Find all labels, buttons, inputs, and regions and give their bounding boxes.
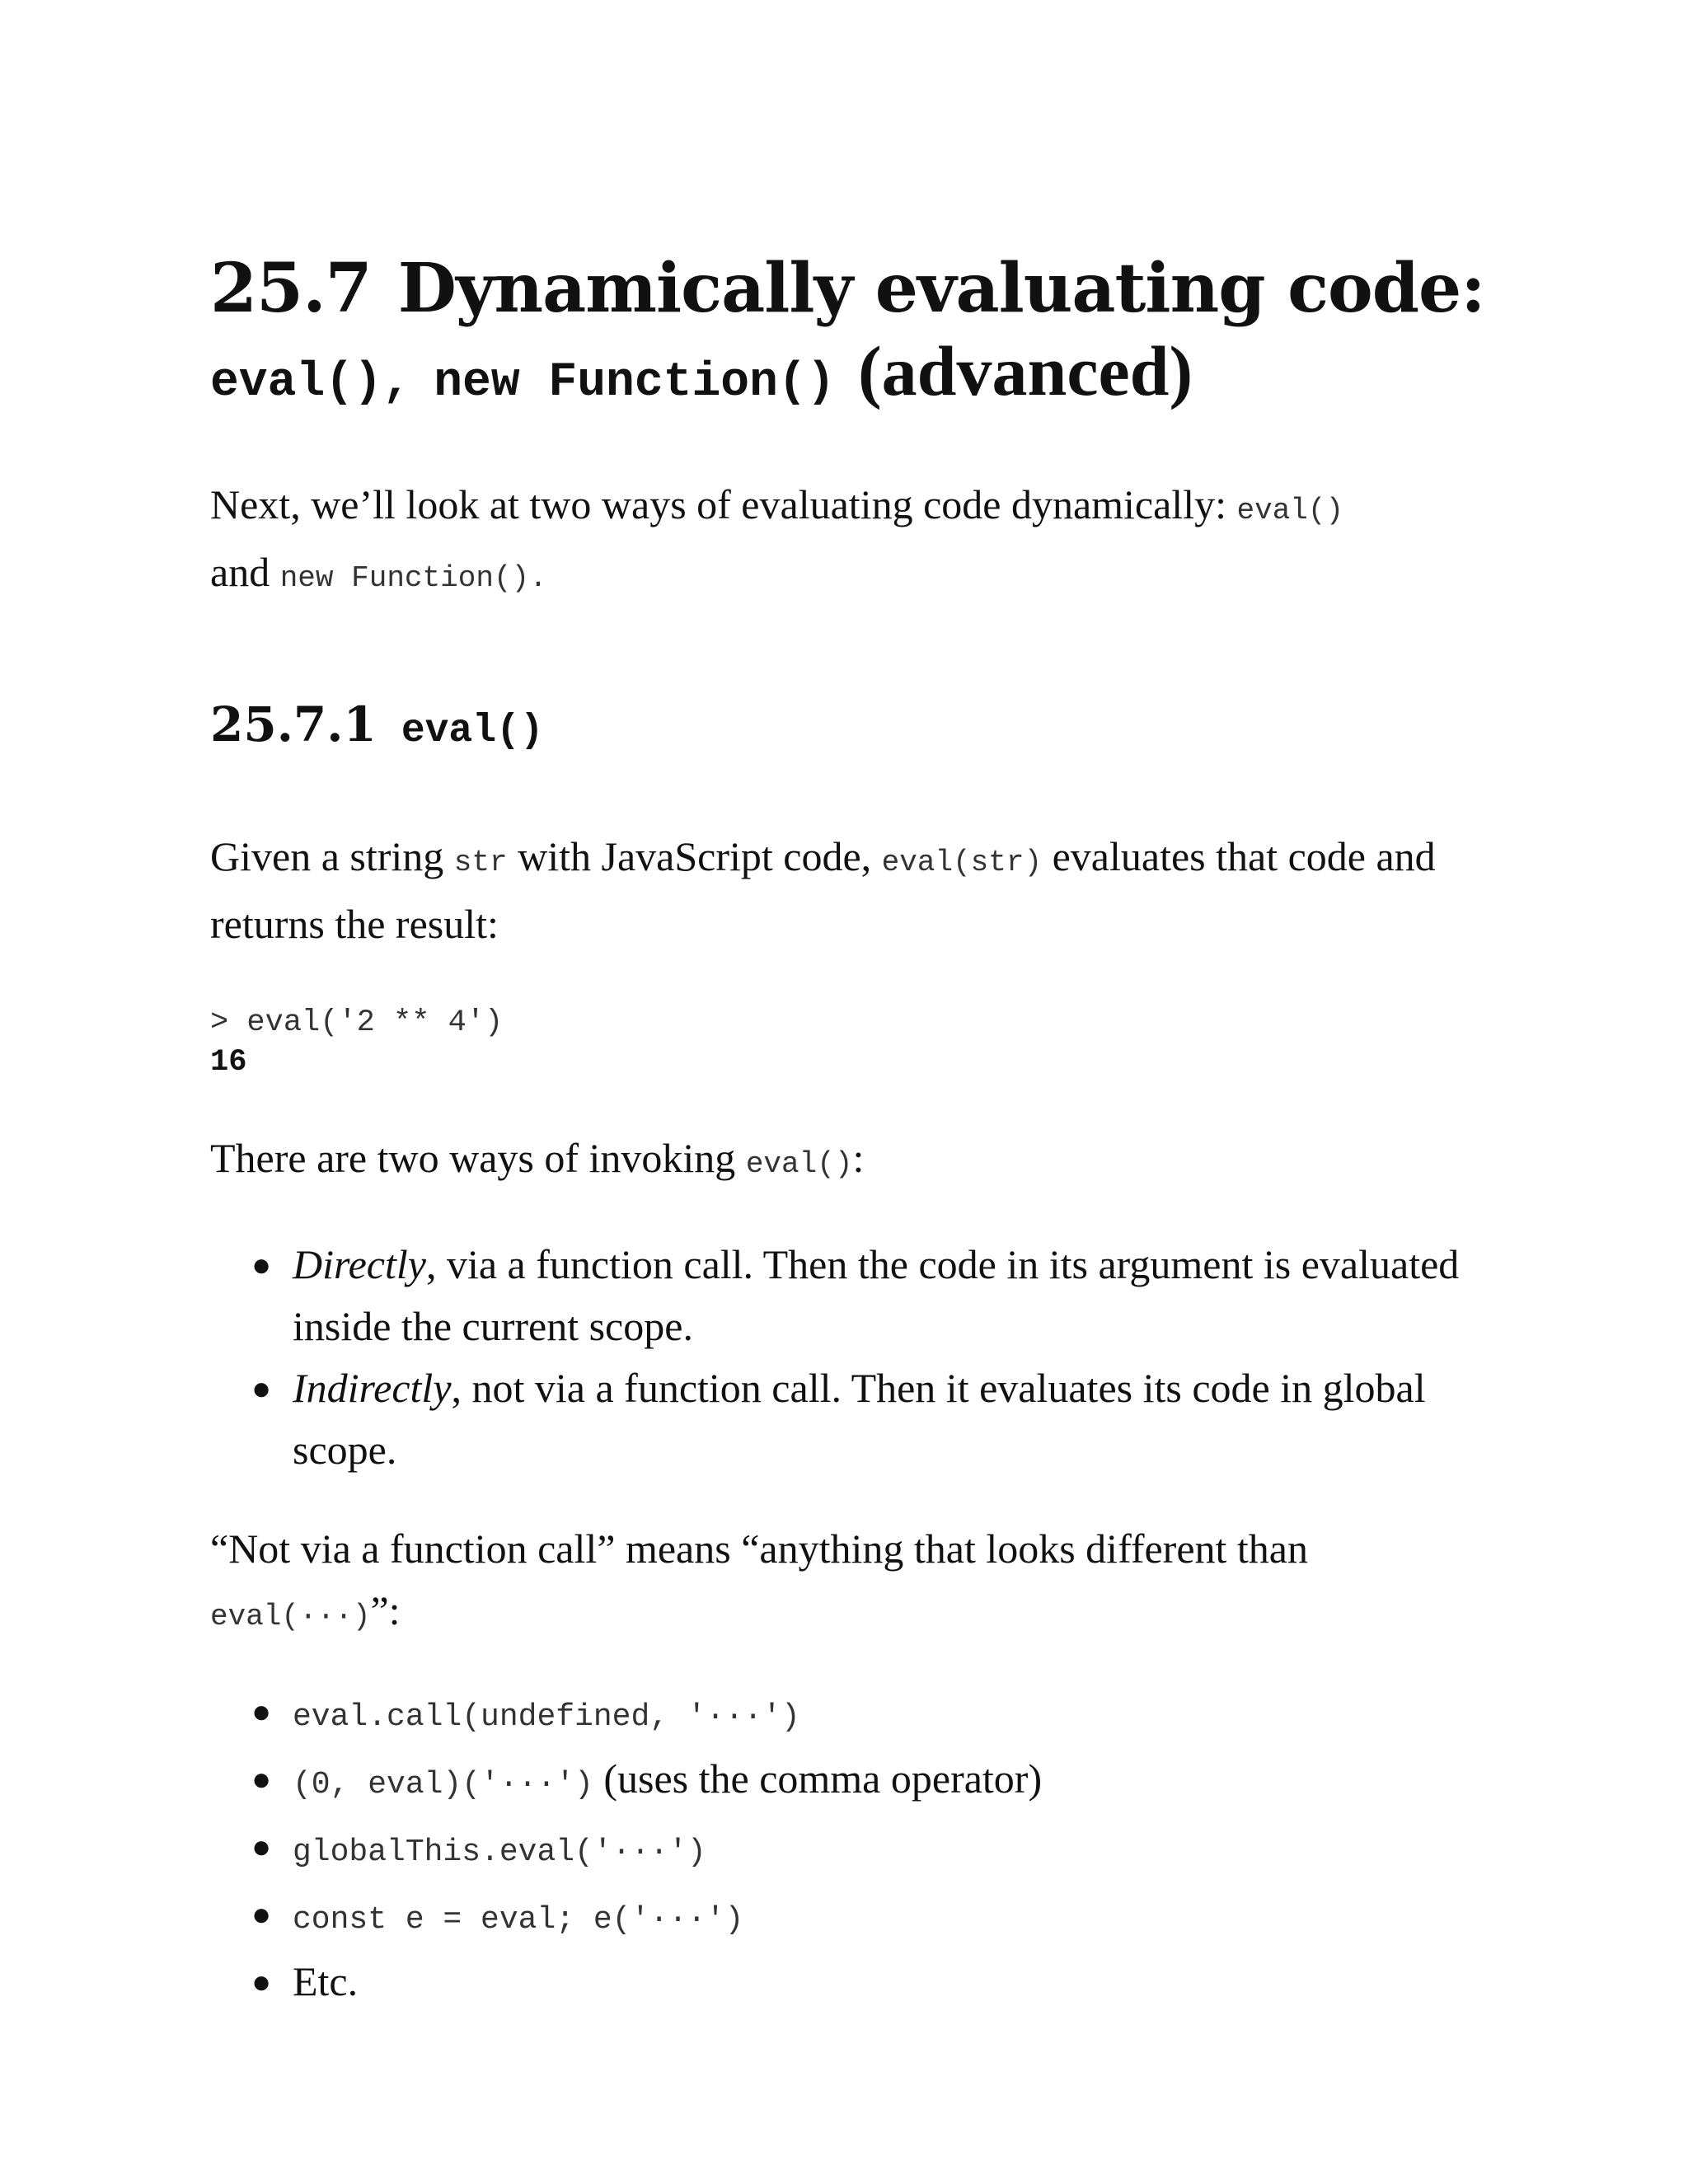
section-title-code-eval: eval(), [210, 356, 411, 410]
code-eval-dots: eval(···) [210, 1600, 371, 1633]
list-item [210, 1357, 1496, 1481]
intro-code-eval: eval() [1236, 494, 1344, 527]
examples-list [210, 1680, 1496, 2013]
bullet-icon: ● [251, 1963, 272, 2000]
invocation-paragraph [210, 1127, 1496, 1195]
section-number: 25.7 [210, 249, 372, 328]
list-item [210, 1234, 1496, 1357]
way-emphasis: Indirectly [293, 1365, 452, 1411]
list-item [210, 1748, 1496, 1816]
para3-text2: ”: [370, 1587, 401, 1633]
example-note: Etc. [293, 1958, 359, 2004]
code-eval-str: eval(str) [881, 846, 1043, 879]
subsection-number: 25.7.1 [210, 696, 377, 752]
bullet-icon: ● [251, 1246, 272, 1283]
page-content [210, 247, 1496, 2013]
subsection-heading [210, 691, 1496, 764]
para1-text2: with JavaScript code, [518, 833, 872, 879]
list-item [210, 1883, 1496, 1951]
code-eval-invoke: eval() [745, 1147, 853, 1181]
list-item [210, 1680, 1496, 1748]
section-heading [210, 247, 1496, 420]
subsection-title-code: eval() [401, 709, 544, 753]
repl-input: > eval('2 ** 4') [210, 1005, 504, 1040]
example-code: const e = eval; e('···') [293, 1902, 744, 1938]
bullet-icon: ● [251, 1760, 272, 1797]
para2-text: There are two ways of invoking [210, 1135, 736, 1181]
para2-colon: : [852, 1135, 865, 1181]
intro-paragraph [210, 474, 1496, 609]
way-emphasis: Directly [293, 1241, 426, 1287]
intro-text: Next, we’ll look at two ways of evaluating code dynamically: [210, 481, 1226, 527]
list-item [210, 1951, 1496, 2013]
section-title: Dynamically evaluating code: [397, 249, 1485, 328]
section-title-code-function: new Function() [434, 356, 836, 410]
indirect-paragraph [210, 1518, 1496, 1647]
example-code: eval.call(undefined, '···') [293, 1699, 800, 1735]
bullet-icon: ● [251, 1896, 272, 1933]
example-note: (uses the comma operator) [603, 1755, 1043, 1802]
list-item [210, 1816, 1496, 1883]
repl-example [210, 1003, 1496, 1082]
way-text: , via a function call. Then the code in its argument is evaluated inside the current scope. [293, 1241, 1460, 1349]
intro-code-function: new Function(). [279, 561, 547, 595]
para1-text: Given a string [210, 833, 444, 879]
way-text: , not via a function call. Then it evaluates its code in global scope. [293, 1365, 1426, 1473]
repl-output: 16 [210, 1045, 247, 1080]
para3-text: “Not via a function call” means “anything that looks different than [210, 1526, 1308, 1572]
bullet-icon: ● [251, 1828, 272, 1865]
code-str: str [453, 846, 508, 879]
bullet-icon: ● [251, 1370, 272, 1407]
para1-text3: evaluates that code and returns the result: [210, 833, 1436, 947]
intro-text-and: and [210, 549, 270, 595]
bullet-icon: ● [251, 1693, 272, 1730]
section-title-suffix: (advanced) [858, 331, 1193, 410]
eval-description-paragraph [210, 826, 1496, 955]
example-code: (0, eval)('···') [293, 1767, 593, 1802]
ways-list [210, 1234, 1496, 1481]
example-code: globalThis.eval('···') [293, 1835, 706, 1870]
